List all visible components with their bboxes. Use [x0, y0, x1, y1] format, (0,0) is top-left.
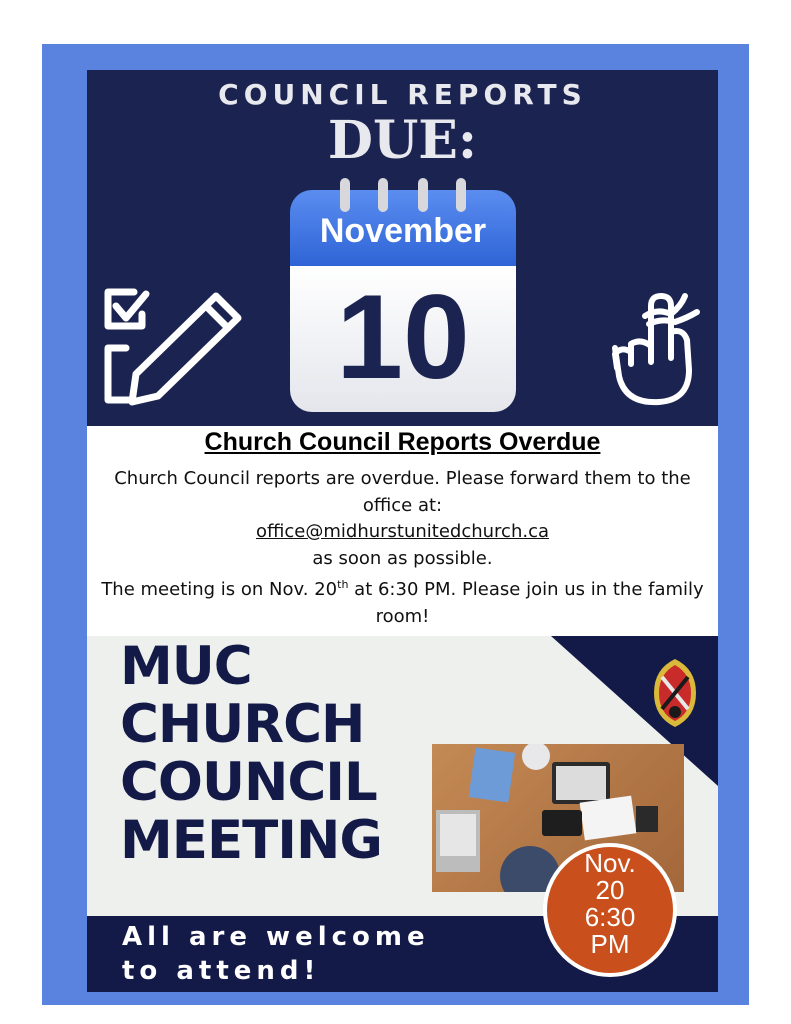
calendar-ring — [456, 178, 466, 212]
calendar-month: November — [319, 212, 487, 250]
office-email-link[interactable]: office@midhurstunitedchurch.ca — [255, 521, 550, 542]
meeting-heading — [120, 638, 382, 870]
badge-time: 6:30 — [584, 902, 636, 932]
notice-line-2: as soon as possible. — [312, 547, 493, 569]
calendar-ring — [418, 178, 428, 212]
header-line-1: COUNCIL REPORTS — [218, 78, 587, 111]
badge-month: Nov. — [584, 848, 636, 878]
badge-ampm: PM — [590, 929, 630, 959]
date-badge-text — [543, 850, 677, 958]
notice-title: Church Council Reports Overdue — [204, 428, 601, 456]
footer-text — [122, 920, 430, 988]
notice-meeting-line — [95, 572, 710, 630]
meeting-heading-line: CHURCH — [120, 694, 365, 755]
meeting-time-text: at 6:30 PM. Please join us in the family room! — [348, 579, 704, 627]
meeting-date-text: The meeting is on Nov. 20 — [101, 579, 338, 600]
meeting-date-suffix: th — [337, 578, 349, 591]
badge-day: 20 — [595, 875, 625, 905]
notice-body — [95, 466, 710, 630]
footer-line-1: All are welcome — [122, 922, 430, 952]
calendar-day: 10 — [336, 270, 470, 404]
notice-line-1: Church Council reports are overdue. Please forward them to the office at: — [114, 468, 691, 516]
meeting-heading-line: MEETING — [120, 810, 382, 871]
united-church-crest-icon — [652, 657, 698, 729]
calendar-icon — [290, 190, 516, 412]
header-line-2: DUE: — [327, 110, 478, 171]
meeting-heading-line: COUNCIL — [120, 752, 377, 813]
meeting-heading-line: MUC — [120, 636, 252, 697]
checklist-pencil-icon — [100, 288, 250, 408]
footer-line-2: to attend! — [122, 956, 321, 986]
calendar-ring — [378, 178, 388, 212]
calendar-ring — [340, 178, 350, 212]
finger-string-icon — [605, 292, 705, 407]
